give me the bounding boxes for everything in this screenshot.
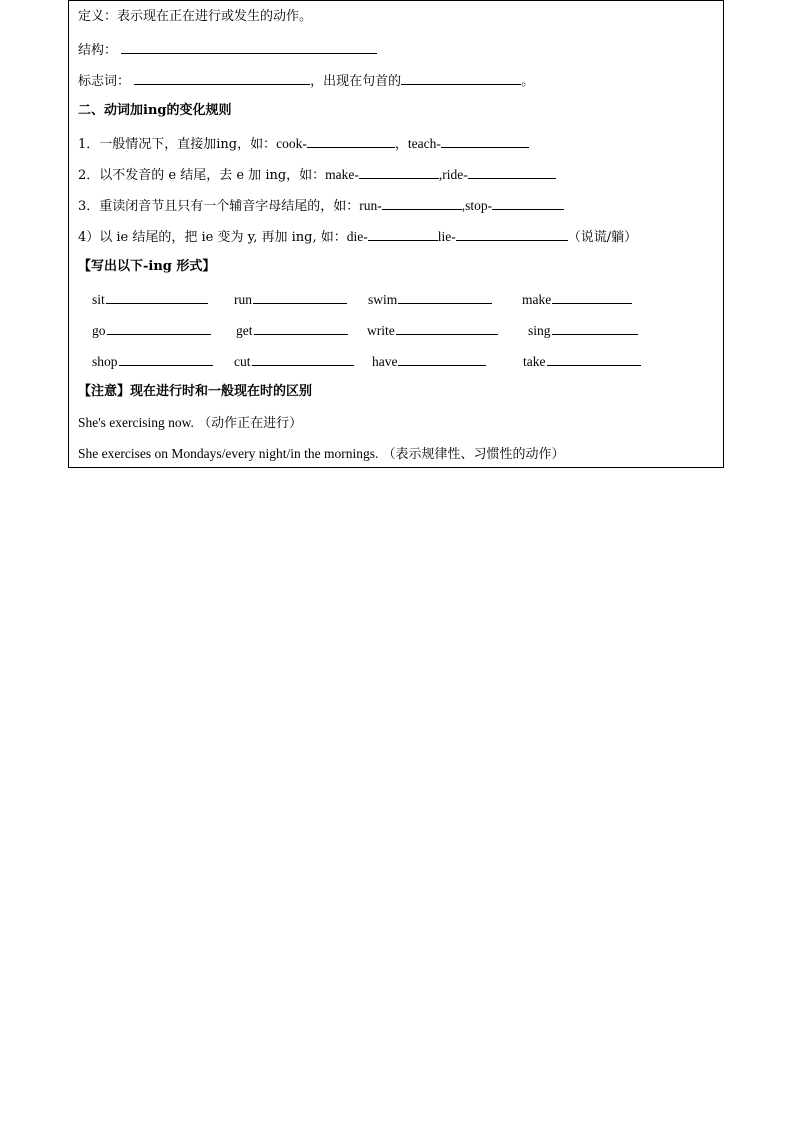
exercise-blank[interactable] <box>398 353 486 366</box>
definition-line <box>78 9 312 25</box>
rule-3-blank-2[interactable] <box>492 197 564 210</box>
worksheet-box <box>68 0 724 468</box>
exercise-word: cut <box>234 354 251 369</box>
exercise-blank[interactable] <box>107 322 211 335</box>
rule-4-suffix: （说谎/躺） <box>567 230 638 245</box>
structure-label: 结构： <box>78 43 118 58</box>
rule-3 <box>78 197 564 215</box>
exercise-item-go <box>92 322 211 339</box>
exercise-blank[interactable] <box>398 291 492 304</box>
exercise-blank[interactable] <box>119 353 213 366</box>
exercise-blank[interactable] <box>254 322 348 335</box>
exercise-item-write <box>367 322 498 339</box>
exercise-word: write <box>367 323 395 338</box>
exercise-blank[interactable] <box>253 291 347 304</box>
rule-3-word-1: run- <box>359 198 382 213</box>
example-1-english: She's exercising now. <box>78 415 194 430</box>
example-1-chinese: （动作正在进行） <box>198 416 303 431</box>
exercise-blank[interactable] <box>252 353 354 366</box>
signal-words-label: 标志词： <box>78 74 131 89</box>
exercise-item-shop <box>92 353 213 370</box>
rule-4-blank-1[interactable] <box>368 228 438 241</box>
rule-1-blank-2[interactable] <box>441 135 529 148</box>
exercise-word: go <box>92 323 106 338</box>
rule-2-word-1: make- <box>325 167 359 182</box>
exercise-word: make <box>522 292 552 307</box>
exercise-item-swim <box>368 291 492 308</box>
signal-words-line <box>78 72 534 90</box>
example-2-chinese: （表示规律性、习惯性的动作） <box>382 447 565 462</box>
rule-3-word-2: stop- <box>465 198 493 213</box>
exercise-word: run <box>234 292 252 307</box>
exercise-blank[interactable] <box>552 322 638 335</box>
exercise-item-sit <box>92 291 208 308</box>
exercise-word: get <box>236 323 253 338</box>
exercise-word: swim <box>368 292 398 307</box>
rule-1-word-1: cook- <box>276 136 307 151</box>
exercise-item-make <box>522 291 632 308</box>
rule-1-sep: ， <box>394 137 408 152</box>
rule-4 <box>78 228 637 246</box>
exercise-blank[interactable] <box>547 353 641 366</box>
definition-text: 表示现在正在进行或发生的动作。 <box>117 9 313 24</box>
exercise-word: shop <box>92 354 118 369</box>
rule-4-word-2: lie- <box>437 229 456 244</box>
exercise-blank[interactable] <box>106 291 208 304</box>
section-two-title: 二、动词加ing的变化规则 <box>78 103 232 118</box>
rule-2-sep: , <box>438 167 443 182</box>
rule-4-blank-2[interactable] <box>456 228 568 241</box>
rule-2-prefix: 2．以不发音的 e 结尾，去 e 加 ing，如： <box>78 168 326 183</box>
exercise-item-run <box>234 291 347 308</box>
example-2 <box>78 446 564 463</box>
exercise-item-sing <box>528 322 638 339</box>
rule-2-blank-1[interactable] <box>359 166 439 179</box>
exercise-blank[interactable] <box>552 291 632 304</box>
signal-words-mid: ，出现在句首的 <box>310 74 402 89</box>
note-title: 【注意】现在进行时和一般现在时的区别 <box>78 384 313 399</box>
rule-3-prefix: 3．重读闭音节且只有一个辅音字母结尾的，如： <box>78 199 360 214</box>
rule-2-blank-2[interactable] <box>468 166 556 179</box>
example-1 <box>78 415 302 432</box>
signal-words-end: 。 <box>521 74 535 89</box>
rule-3-sep: , <box>461 198 466 213</box>
rule-4-prefix: 4）以 ie 结尾的，把 ie 变为 y, 再加 ing, 如： <box>78 230 347 245</box>
exercise-word: have <box>372 354 398 369</box>
rule-1 <box>78 135 529 153</box>
rule-3-blank-1[interactable] <box>382 197 462 210</box>
structure-line <box>78 41 377 59</box>
rule-4-word-1: die- <box>346 229 368 244</box>
exercise-item-take <box>523 353 641 370</box>
exercise-blank[interactable] <box>396 322 498 335</box>
exercise-word: sit <box>92 292 105 307</box>
rule-2 <box>78 166 556 184</box>
structure-blank[interactable] <box>121 41 377 54</box>
exercise-title: 【写出以下-ing 形式】 <box>78 259 216 274</box>
rule-1-blank-1[interactable] <box>307 135 395 148</box>
exercise-word: take <box>523 354 546 369</box>
exercise-item-get <box>236 322 348 339</box>
exercise-item-have <box>372 353 486 370</box>
definition-label: 定义： <box>78 9 118 24</box>
exercise-word: sing <box>528 323 551 338</box>
sentence-start-blank[interactable] <box>401 72 521 85</box>
exercise-item-cut <box>234 353 354 370</box>
rule-1-word-2: teach- <box>407 136 441 151</box>
rule-2-word-2: ride- <box>442 167 468 182</box>
rule-1-prefix: 1．一般情况下，直接加ing，如： <box>78 137 277 152</box>
signal-words-blank[interactable] <box>134 72 310 85</box>
example-2-english: She exercises on Mondays/every night/in the mornings. <box>78 446 379 461</box>
